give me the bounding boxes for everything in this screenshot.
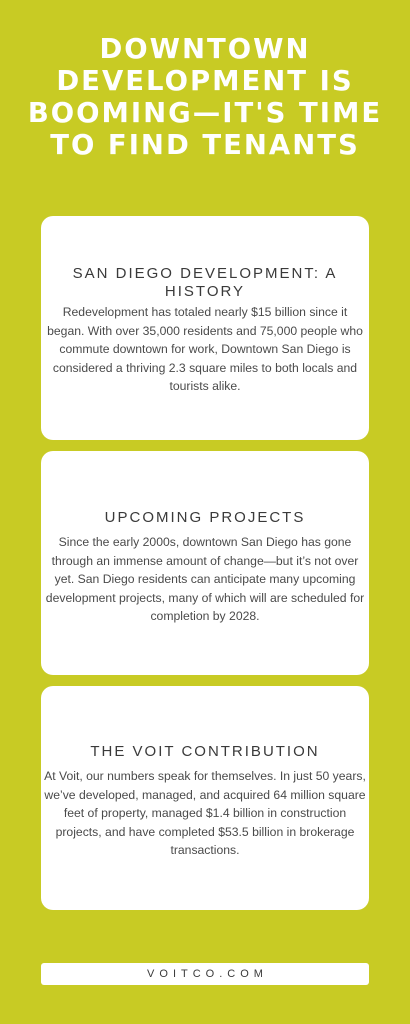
footer-website-link[interactable]: VOITCO.COM: [147, 968, 268, 980]
section-heading: SAN DIEGO DEVELOPMENT: A HISTORY: [72, 265, 338, 300]
section-body: At Voit, our numbers speak for themselves. In just 50 years, we’ve developed, managed, and acquired 64 million square feet of property, managed $1.4 billion in construction projects, and have completed $53.5 billion in brokerage transactions.: [44, 769, 366, 857]
page-title: DOWNTOWN DEVELOPMENT IS BOOMING—IT'S TIME TO FIND TENANTS: [27, 33, 383, 161]
section-card-upcoming-projects: [41, 451, 369, 675]
section-card-voit-contribution: [41, 686, 369, 910]
section-card-history: [41, 216, 369, 440]
footer-bar: [41, 963, 369, 985]
section-heading: THE VOIT CONTRIBUTION: [90, 743, 320, 760]
section-heading: UPCOMING PROJECTS: [104, 509, 306, 526]
section-body: Redevelopment has totaled nearly $15 billion since it began. With over 35,000 residents and 75,000 people who commute downtown for work, Downtown San Diego is considered a thriving 2.3 square miles to both locals and tourists alike.: [47, 305, 363, 393]
section-body: Since the early 2000s, downtown San Diego has gone through an immense amount of change—but it’s not over yet. San Diego residents can anticipate many upcoming development projects, many of which will are scheduled for completion by 2028.: [45, 535, 365, 623]
